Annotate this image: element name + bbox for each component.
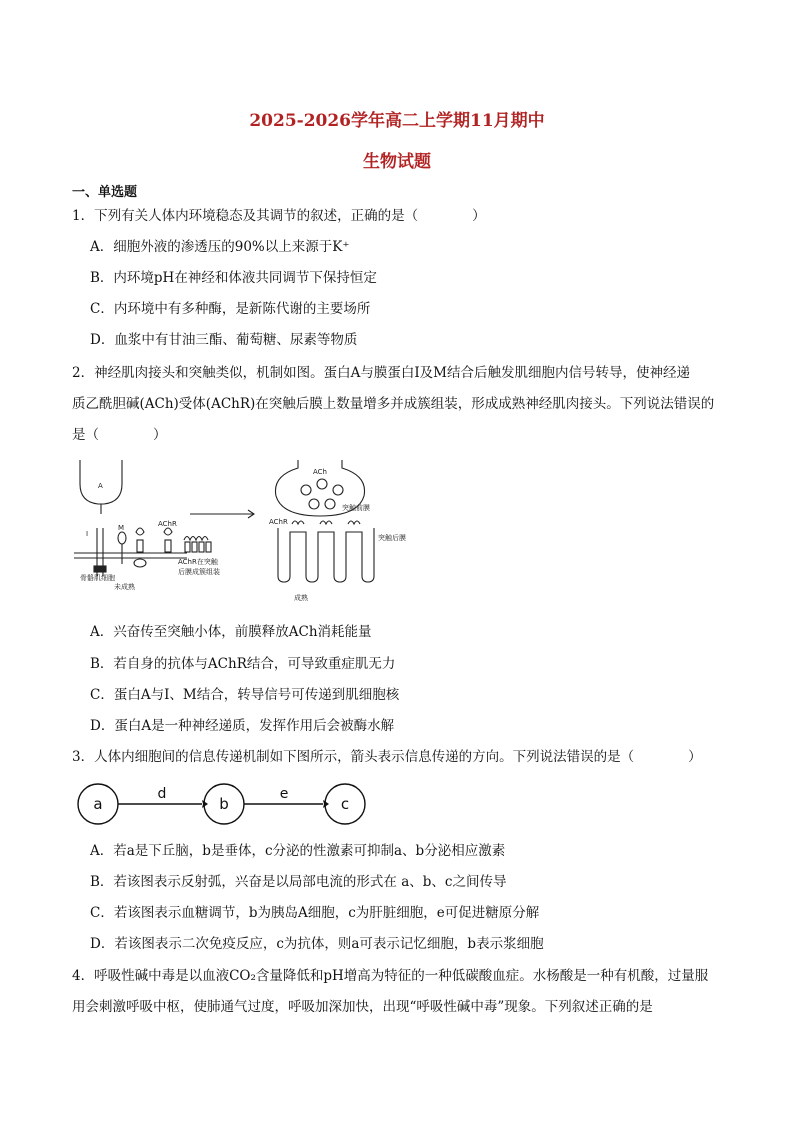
exam-subject: 生物试题 bbox=[363, 152, 431, 172]
section-heading: 一、单选题 bbox=[72, 185, 138, 200]
question-2-stem-line1: 2．神经肌肉接头和突触类似，机制如图。蛋白A与膜蛋白I及M结合后触发肌细胞内信号转导，使神经递 bbox=[72, 365, 690, 381]
exam-title: 2025-2026学年高二上学期11月期中 bbox=[249, 111, 545, 131]
figure-label-presynaptic: 突触前膜 bbox=[342, 504, 370, 512]
node-label-a: a bbox=[93, 795, 103, 813]
question-1-stem: 1．下列有关人体内环境稳态及其调节的叙述，正确的是（ ） bbox=[72, 208, 486, 224]
arrow-label-d: d bbox=[157, 786, 167, 802]
figure-label-achr-right: AChR bbox=[269, 518, 288, 526]
figure-label-immature: 未成熟 bbox=[114, 583, 135, 591]
arrow-label-e: e bbox=[279, 786, 289, 802]
figure-label-cluster-1: AChR在突触 bbox=[178, 558, 218, 566]
node-label-c: c bbox=[340, 795, 350, 813]
figure-label-achr-left: AChR bbox=[158, 520, 177, 528]
question-3-stem: 3．人体内细胞间的信息传递机制如下图所示，箭头表示信息传递的方向。下列说法错误的是（ ） bbox=[72, 749, 702, 765]
figure-label-a: A bbox=[98, 482, 103, 490]
question-3-option-c: C．若该图表示血糖调节，b为胰岛A细胞，c为肝脏细胞，e可促进糖原分解 bbox=[90, 905, 540, 921]
question-2-option-a: A．兴奋传至突触小体，前膜释放ACh消耗能量 bbox=[90, 624, 372, 640]
figure-label-i: I bbox=[86, 530, 89, 538]
figure-label-postsynaptic: 突触后膜 bbox=[378, 534, 406, 542]
question-2-option-c: C．蛋白A与I、M结合，转导信号可传递到肌细胞核 bbox=[90, 687, 400, 703]
neuromuscular-junction-figure bbox=[72, 458, 432, 608]
question-1-option-a: A．细胞外液的渗透压的90%以上来源于K⁺ bbox=[90, 239, 350, 255]
question-3-option-d: D．若该图表示二次免疫反应，c为抗体，则a可表示记忆细胞，b表示浆细胞 bbox=[90, 936, 544, 952]
question-1-option-b: B．内环境pH在神经和体液共同调节下保持恒定 bbox=[90, 270, 377, 286]
node-label-b: b bbox=[219, 795, 229, 813]
question-4-stem-line1: 4．呼吸性碱中毒是以血液CO₂含量降低和pH增高为特征的一种低碳酸血症。水杨酸是一种有机酸，过量服 bbox=[72, 968, 709, 984]
question-4-stem-line2: 用会刺激呼吸中枢，使肺通气过度，呼吸加深加快，出现“呼吸性碱中毒”现象。下列叙述正确的是 bbox=[72, 999, 653, 1015]
figure-label-mature: 成熟 bbox=[294, 594, 308, 602]
question-1-option-c: C．内环境中有多种酶，是新陈代谢的主要场所 bbox=[90, 301, 371, 317]
question-2-option-b: B．若自身的抗体与AChR结合，可导致重症肌无力 bbox=[90, 656, 396, 672]
figure-label-cluster-2: 后膜成簇组装 bbox=[178, 568, 220, 576]
figure-label-muscle: 骨骼肌细胞 bbox=[80, 574, 115, 582]
question-2-option-d: D．蛋白A是一种神经递质，发挥作用后会被酶水解 bbox=[90, 718, 395, 734]
question-2-stem-line3: 是（ ） bbox=[72, 427, 167, 443]
question-1-option-d: D．血浆中有甘油三酯、葡萄糖、尿素等物质 bbox=[90, 332, 358, 348]
figure-label-ach: ACh bbox=[313, 468, 327, 476]
figure-label-m: M bbox=[118, 524, 125, 532]
question-3-option-a: A．若a是下丘脑，b是垂体，c分泌的性激素可抑制a、b分泌相应激素 bbox=[90, 843, 506, 859]
signal-flow-diagram bbox=[72, 780, 372, 830]
question-2-stem-line2: 质乙酰胆碱(ACh)受体(AChR)在突触后膜上数量增多并成簇组装，形成成熟神经肌肉接头。下列说法错误的 bbox=[72, 396, 715, 412]
question-3-option-b: B．若该图表示反射弧，兴奋是以局部电流的形式在 a、b、c之间传导 bbox=[90, 874, 507, 890]
